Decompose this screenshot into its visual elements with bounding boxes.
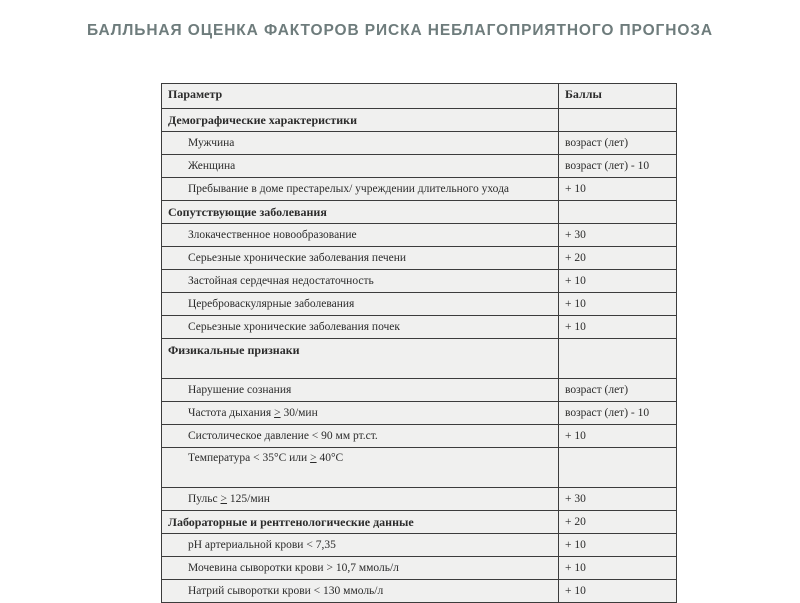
cell-points	[559, 448, 677, 488]
cell-parameter: Систолическое давление < 90 мм рт.ст.	[162, 425, 559, 448]
cell-parameter: Злокачественное новообразование	[162, 224, 559, 247]
cell-points	[559, 339, 677, 379]
table-row	[162, 557, 677, 580]
table-row	[162, 132, 677, 155]
cell-parameter: Нарушение сознания	[162, 379, 559, 402]
cell-parameter: Сопутствующие заболевания	[162, 201, 559, 224]
table-row	[162, 178, 677, 201]
column-header-points: Баллы	[559, 84, 677, 109]
table-row	[162, 270, 677, 293]
cell-points: + 10	[559, 534, 677, 557]
cell-points: возраст (лет)	[559, 379, 677, 402]
table-row	[162, 224, 677, 247]
table-row	[162, 379, 677, 402]
cell-points: + 10	[559, 316, 677, 339]
cell-points: + 20	[559, 511, 677, 534]
cell-points: + 20	[559, 247, 677, 270]
cell-points: + 10	[559, 557, 677, 580]
score-table-container	[161, 83, 676, 603]
cell-points: возраст (лет) - 10	[559, 155, 677, 178]
cell-parameter: Частота дыхания > 30/мин	[162, 402, 559, 425]
cell-parameter: Пульс > 125/мин	[162, 488, 559, 511]
table-row	[162, 247, 677, 270]
cell-parameter: Демографические характеристики	[162, 109, 559, 132]
cell-parameter: Мужчина	[162, 132, 559, 155]
cell-parameter: Натрий сыворотки крови < 130 ммоль/л	[162, 580, 559, 603]
table-row	[162, 488, 677, 511]
cell-parameter: Физикальные признаки	[162, 339, 559, 379]
page-title: БАЛЛЬНАЯ ОЦЕНКА ФАКТОРОВ РИСКА НЕБЛАГОПРИЯТНОГО ПРОГНОЗА	[87, 22, 713, 39]
column-header-parameter: Параметр	[162, 84, 559, 109]
table-row	[162, 534, 677, 557]
cell-points: возраст (лет)	[559, 132, 677, 155]
cell-points: + 10	[559, 293, 677, 316]
table-section-row	[162, 511, 677, 534]
table-row	[162, 425, 677, 448]
table-row	[162, 580, 677, 603]
table-row	[162, 316, 677, 339]
cell-parameter: Серьезные хронические заболевания печени	[162, 247, 559, 270]
table-section-row	[162, 109, 677, 132]
cell-parameter: Женщина	[162, 155, 559, 178]
table-section-row	[162, 339, 677, 379]
table-header-row	[162, 84, 677, 109]
risk-score-table	[161, 83, 677, 603]
cell-parameter: Пребывание в доме престарелых/ учреждении длительного ухода	[162, 178, 559, 201]
cell-points: + 30	[559, 224, 677, 247]
table-row	[162, 402, 677, 425]
cell-points: + 30	[559, 488, 677, 511]
cell-parameter: Температура < 35°С или > 40°С	[162, 448, 559, 488]
cell-points	[559, 201, 677, 224]
cell-parameter: Серьезные хронические заболевания почек	[162, 316, 559, 339]
cell-parameter: pH артериальной крови < 7,35	[162, 534, 559, 557]
cell-points	[559, 109, 677, 132]
cell-parameter: Застойная сердечная недостаточность	[162, 270, 559, 293]
cell-parameter: Лабораторные и рентгенологические данные	[162, 511, 559, 534]
table-row	[162, 448, 677, 488]
cell-points: + 10	[559, 580, 677, 603]
cell-points: + 10	[559, 425, 677, 448]
cell-points: возраст (лет) - 10	[559, 402, 677, 425]
cell-points: + 10	[559, 178, 677, 201]
cell-parameter: Цереброваскулярные заболевания	[162, 293, 559, 316]
table-row	[162, 155, 677, 178]
table-body	[162, 84, 677, 603]
table-section-row	[162, 201, 677, 224]
table-row	[162, 293, 677, 316]
cell-parameter: Мочевина сыворотки крови > 10,7 ммоль/л	[162, 557, 559, 580]
cell-points: + 10	[559, 270, 677, 293]
